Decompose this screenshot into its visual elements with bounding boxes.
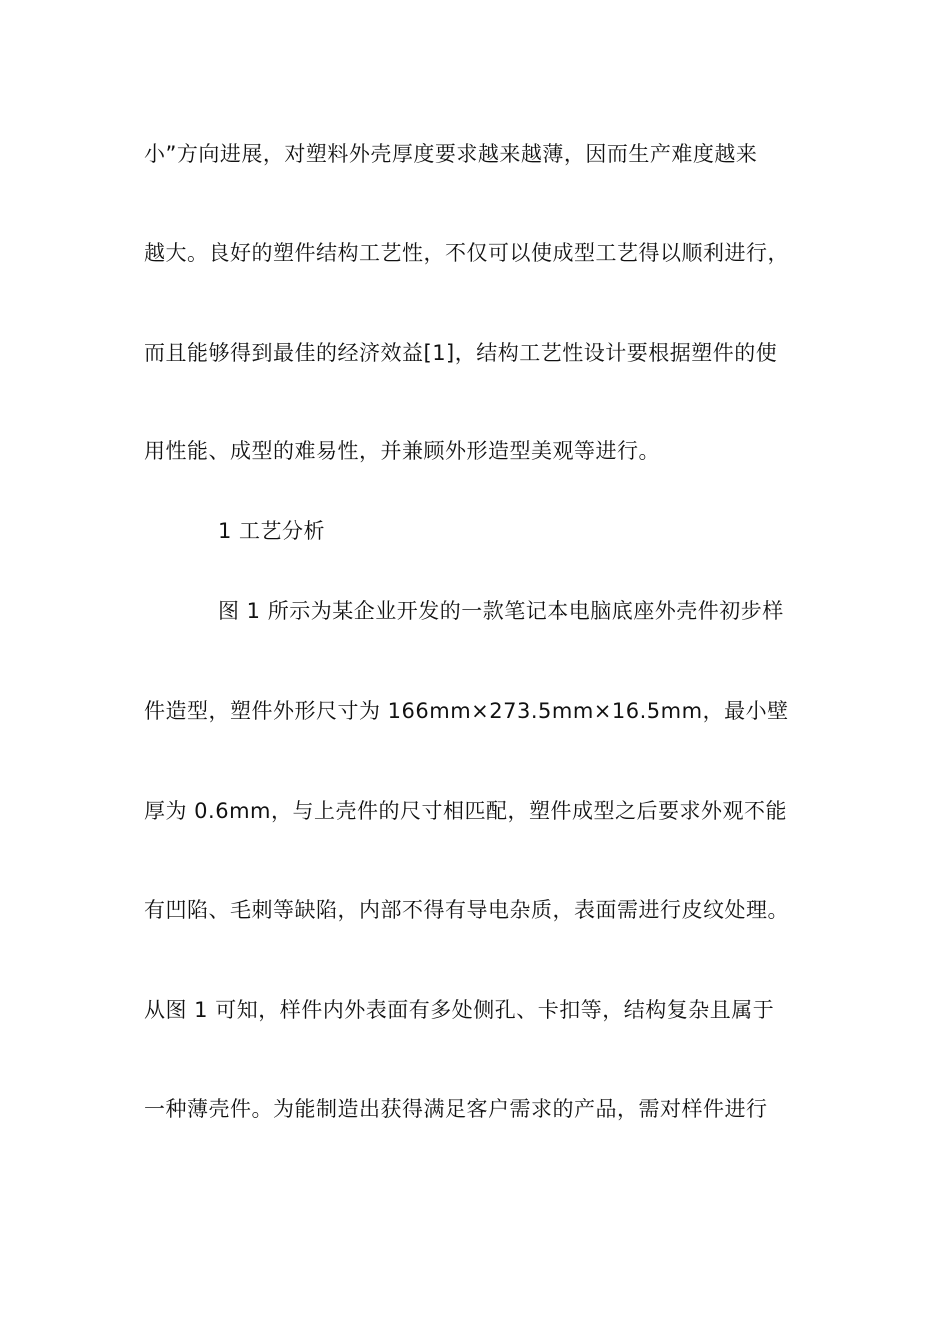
paragraph-line: 从图 1 可知，样件内外表面有多处侧孔、卡扣等，结构复杂且属于 (144, 998, 775, 1022)
paragraph-line: 用性能、成型的难易性，并兼顾外形造型美观等进行。 (144, 439, 660, 463)
paragraph-line: 件造型，塑件外形尺寸为 166mm×273.5mm×16.5mm，最小壁 (144, 699, 789, 723)
paragraph-line: 一种薄壳件。为能制造出获得满足客户需求的产品，需对样件进行 (144, 1097, 768, 1121)
paragraph-line: 图 1 所示为某企业开发的一款笔记本电脑底座外壳件初步样 (218, 599, 784, 623)
paragraph-line: 有凹陷、毛刺等缺陷，内部不得有导电杂质，表面需进行皮纹处理。 (144, 898, 789, 922)
paragraph-line: 而且能够得到最佳的经济效益[1]，结构工艺性设计要根据塑件的使 (144, 341, 778, 365)
paragraph-line: 越大。良好的塑件结构工艺性，不仅可以使成型工艺得以顺利进行， (144, 241, 789, 265)
paragraph-line: 厚为 0.6mm，与上壳件的尺寸相匹配，塑件成型之后要求外观不能 (144, 799, 787, 823)
paragraph-line: 小”方向进展，对塑料外壳厚度要求越来越薄，因而生产难度越来 (144, 142, 758, 166)
section-heading: 1 工艺分析 (218, 519, 326, 543)
